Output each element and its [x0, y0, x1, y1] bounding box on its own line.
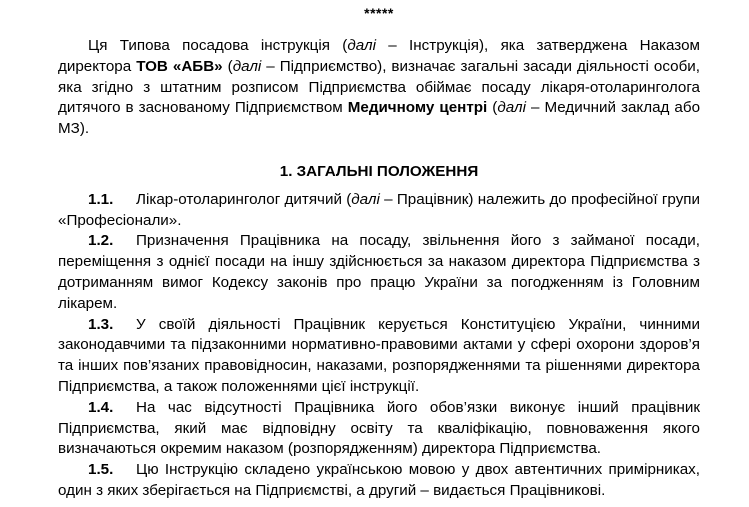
- section-title: 1. ЗАГАЛЬНІ ПОЛОЖЕННЯ: [279, 162, 479, 180]
- clause-text: Призначення Працівника на посаду, звільнення його з займаної посади, переміщення з однієї посади на іншу здійснюється за наказом директора Підприємства з дотриманням вимог Кодексу законів про працю України за погодженням із Головним лікарем.: [58, 232, 700, 312]
- clause-number: 1.2.: [88, 232, 114, 250]
- intro-paragraph: Ця Типова посадова інструкція (далі – Інструкція), яка затверджена Наказом директора ТОВ «АБВ» (далі – Підприємство), визначає загальні засади діяльності особи, яка згідно з штатним розписом Підприємства обіймає посаду лікаря-отоларинголога дитячого в заснованому Підприємством Медичному центрі (далі – Медичний заклад або МЗ).: [58, 37, 701, 138]
- document-page: [58, 0, 700, 502]
- separator-stars: *****: [364, 5, 394, 21]
- clause-1-5: [58, 460, 700, 502]
- clause-number: 1.5.: [88, 461, 114, 479]
- clause-1-2: [58, 231, 700, 314]
- clause-text: У своїй діяльності Працівник керується Конституцією України, чинними законодавчими та підзаконними нормативно-правовими актами у сфері охорони здоров’я та інших пов’язаних правовідносин, наказами, розпорядженнями та рішеннями директора Підприємства, а також положеннями цієї інструкції.: [58, 315, 700, 395]
- clause-number: 1.3.: [88, 315, 114, 333]
- company-name: ТОВ «АБВ»: [136, 57, 223, 75]
- clause-number: 1.1.: [88, 190, 114, 208]
- clause-1-3: [58, 315, 700, 398]
- clause-text: На час відсутності Працівника його обов’язки виконує інший працівник Підприємства, який має відповідну освіту та кваліфікацію, повноваження якого визначаються окремим наказом (розпорядженням) директора Підприємства.: [58, 398, 700, 458]
- clause-1-4: [58, 398, 700, 460]
- clause-number: 1.4.: [88, 398, 114, 416]
- clause-text: Цю Інструкцію складено українською мовою у двох автентичних примірниках, один з яких зберігається на Підприємстві, а другий – видається Працівникові.: [58, 461, 700, 499]
- medical-center-name: Медичному центрі: [347, 99, 488, 117]
- clause-1-1: 1.1. Лікар-отоларинголог дитячий (далі – Працівник) належить до професійної групи «Професіонали».: [58, 190, 700, 229]
